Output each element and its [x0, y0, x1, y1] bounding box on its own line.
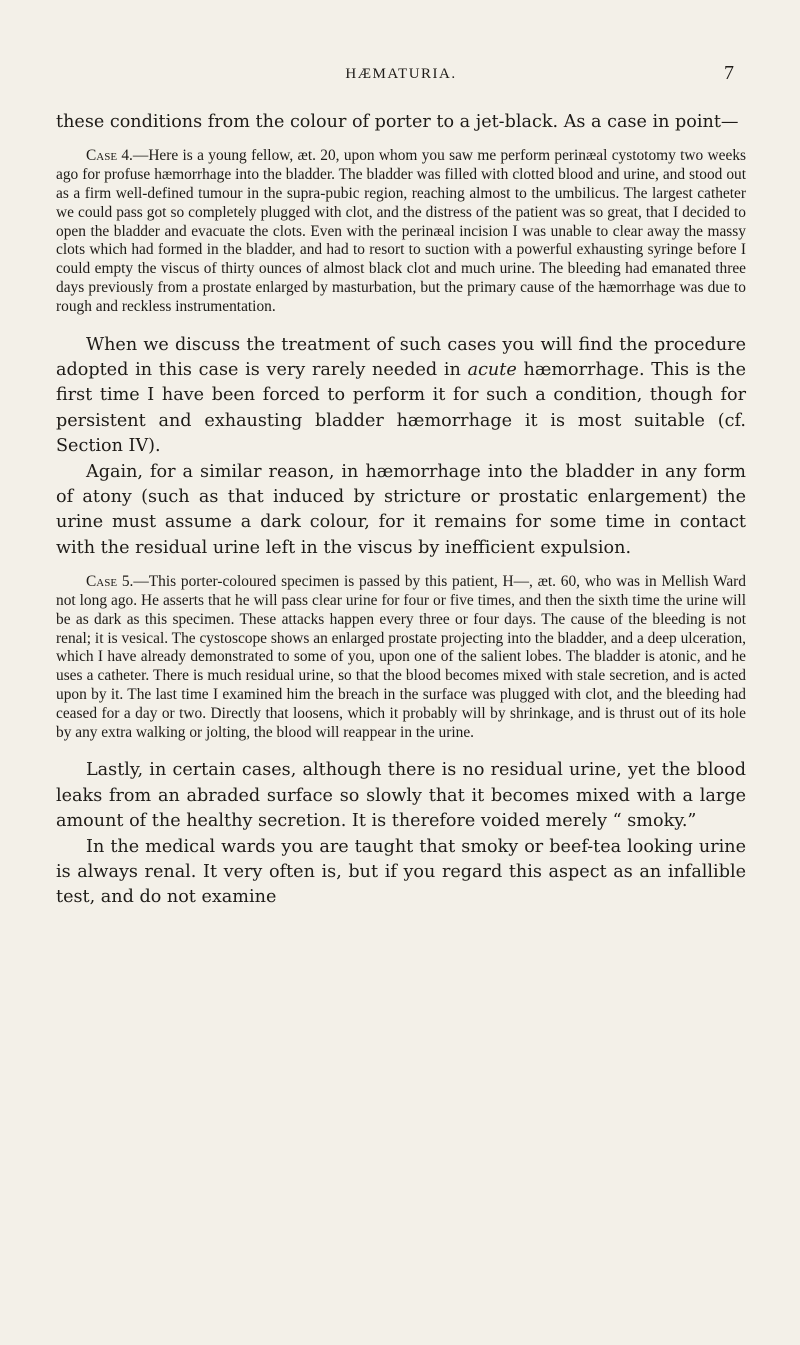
case-4-label: Case 4. [86, 147, 133, 165]
case-5-label: Case 5. [86, 573, 134, 591]
running-title: HÆMATURIA. [345, 66, 457, 82]
page-body [56, 110, 746, 911]
paragraph-lastly: Lastly, in certain cases, although there is no residual urine, yet the blood leaks from an abraded surface so slowly that it becomes mixed with a large amount of the healthy secretion. It is therefore voided merely “ smoky.” [56, 760, 746, 832]
paragraph-medical-wards: In the medical wards you are taught that smoky or beef-tea looking urine is always renal. It very often is, but if you regard this aspect as an infallible test, and do not examine [56, 836, 746, 908]
paragraph-opening: these conditions from the colour of porter to a jet-black. As a case in point— [56, 112, 739, 132]
case-5-paragraph [56, 573, 746, 742]
page-number: 7 [724, 62, 734, 84]
treatment-text-after: hæmorrhage. This is the first time I have been forced to perform it for such a condition, though for persistent and exhausting bladder hæmorrhage it is most suitable (cf. Section IV). [56, 359, 746, 457]
case-4-text: —Here is a young fellow, æt. 20, upon whom you saw me perform perinæal cystotomy two weeks ago for profuse hæmorrhage into the bladder. The bladder was filled with clotted blood and urine, and stood out as a firm well-defined tumour in the supra-pubic region, reaching almost to the umbilicus. The largest catheter we could pass got so completely plugged with clot, and the distress of the patient was so great, that I decided to open the bladder and evacuate the clots. Even with the perinæal incision I was unable to clear away the massy clots which had formed in the bladder, and had to resort to suction with a powerful exhausting syringe before I could empty the viscus of thirty ounces of almost black clot and much urine. The bleeding had emanated three days previously from a prostate enlarged by masturbation, but the primary cause of the hæmorrhage was due to rough and reckless instrumentation. [56, 147, 747, 315]
running-head [56, 62, 746, 90]
case-4-paragraph [56, 147, 746, 316]
treatment-text-before: When we discuss the treatment of such cases you will find the procedure adopted in this case is very rarely needed in [56, 334, 746, 380]
paragraph-treatment [56, 333, 746, 460]
treatment-emphasis: acute [467, 359, 517, 380]
case-5-text: —This porter-coloured specimen is passed by this patient, H—, æt. 60, who was in Mellish Ward not long ago. He asserts that he will pass clear urine for four or five times, and then the sixth time the urine will be as dark as this specimen. These attacks happen every three or four days. The cause of the bleeding is not renal; it is vesical. The cystoscope shows an enlarged prostate projecting into the bladder, and a deep ulceration, which I have already demonstrated to some of you, upon one of the salient lobes. The bladder is atonic, and he uses a catheter. There is much residual urine, so that the blood becomes mixed with stale secretion, and is acted upon by it. The last time I examined him the breach in the surface was plugged with clot, and the bleeding had ceased for a day or two. Directly that loosens, which it probably will by shrinkage, and is thrust out of its hole by any extra walking or jolting, the blood will reappear in the urine. [56, 573, 746, 741]
paragraph-atony: Again, for a similar reason, in hæmorrhage into the bladder in any form of atony (such as that induced by stricture or prostatic enlargement) the urine must assume a dark colour, for it remains for some time in contact with the residual urine left in the viscus by inefficient expulsion. [56, 461, 746, 558]
